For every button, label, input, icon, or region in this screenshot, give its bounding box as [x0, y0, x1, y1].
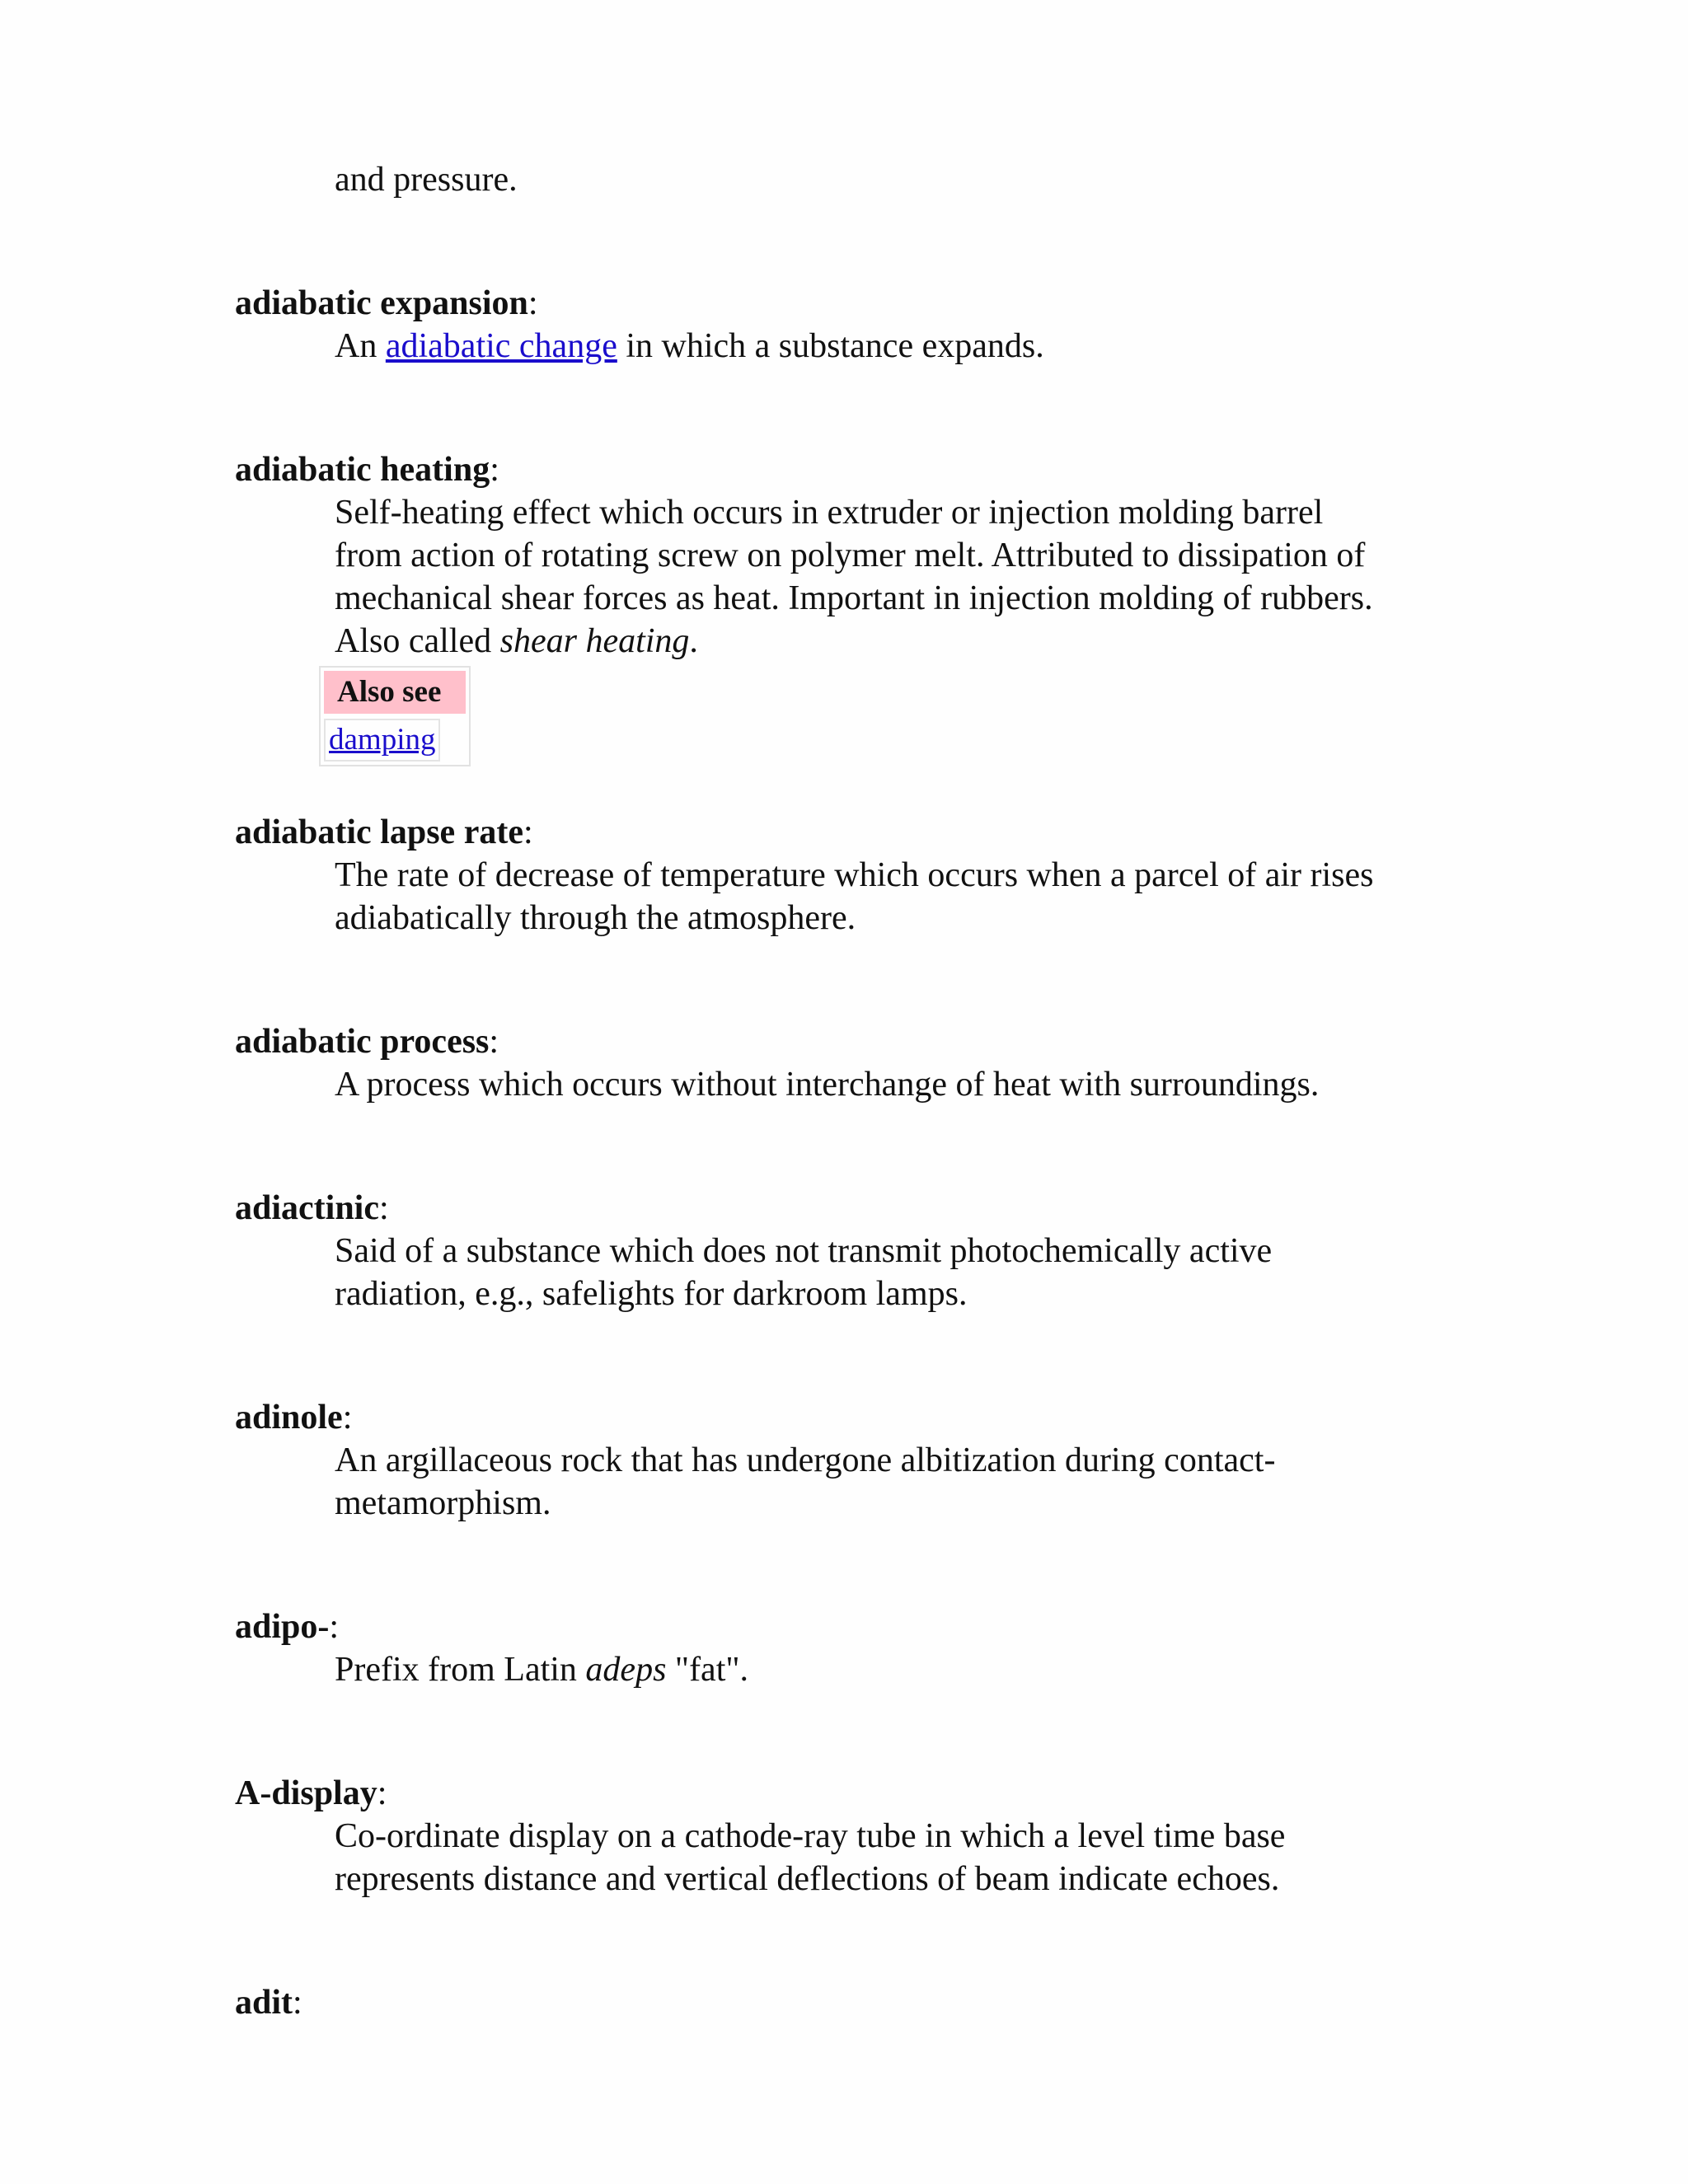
definition-line: An argillaceous rock that has undergone albitization during contact- — [335, 1441, 1276, 1479]
term-name: adiabatic lapse rate — [235, 813, 523, 851]
term-name: A-display — [235, 1774, 377, 1812]
glossary-entry-a-display — [235, 1772, 1471, 1900]
definition-line: metamorphism. — [335, 1484, 551, 1522]
term-name: adinole — [235, 1399, 343, 1436]
definition-suffix: in which a substance expands. — [617, 327, 1044, 365]
term-heading — [235, 811, 1471, 854]
definition-line: from action of rotating screw on polymer melt. Attributed to dissipation of — [335, 537, 1366, 574]
glossary-entry-adinole — [235, 1396, 1471, 1525]
glossary-entry-adiabatic-process — [235, 1020, 1471, 1106]
term-colon: : — [293, 1984, 302, 2022]
glossary-entry-adipo — [235, 1605, 1471, 1691]
definition-italic: adeps — [585, 1651, 667, 1689]
term-colon: : — [528, 284, 538, 322]
term-heading — [235, 1981, 1471, 2024]
definition-prefix: Prefix from Latin — [335, 1651, 586, 1689]
definition-text — [335, 325, 1489, 368]
glossary-entry-adiabatic-expansion — [235, 282, 1471, 368]
term-heading — [235, 1187, 1471, 1230]
damping-link[interactable]: damping — [329, 723, 436, 757]
definition-line: The rate of decrease of temperature which occurs when a parcel of air rises — [335, 856, 1374, 894]
definition-line — [335, 620, 1489, 663]
definition-line: radiation, e.g., safelights for darkroom lamps. — [335, 1275, 968, 1313]
definition-line: Co-ordinate display on a cathode-ray tube in which a level time base — [335, 1817, 1286, 1855]
definition-text — [335, 1648, 1489, 1691]
definition-text: and pressure. — [335, 161, 518, 199]
definition-line: mechanical shear forces as heat. Important in injection molding of rubbers. — [335, 579, 1373, 617]
definition-text — [335, 1063, 1489, 1106]
term-name: adiactinic — [235, 1189, 379, 1227]
definition-text — [335, 1439, 1489, 1525]
term-name: adit — [235, 1984, 293, 2022]
term-colon: : — [379, 1189, 389, 1227]
term-heading — [235, 1020, 1471, 1063]
definition-text — [335, 854, 1489, 940]
term-colon: : — [342, 1399, 353, 1436]
term-colon: : — [490, 451, 499, 489]
glossary-entry-adit — [235, 1981, 1471, 2024]
term-colon: : — [489, 1023, 499, 1061]
term-name: adiabatic expansion — [235, 284, 528, 322]
definition-line: Said of a substance which does not transmit photochemically active — [335, 1232, 1273, 1270]
definition-italic: shear heating — [499, 622, 690, 660]
term-colon: : — [523, 813, 533, 851]
definition-suffix: "fat". — [666, 1651, 749, 1689]
definition-line: represents distance and vertical deflections of beam indicate echoes. — [335, 1860, 1280, 1898]
term-name: adipo- — [235, 1608, 330, 1646]
term-heading — [235, 448, 1471, 491]
definition-line: A process which occurs without interchange of heat with surroundings. — [335, 1066, 1320, 1104]
definition-line: adiabatically through the atmosphere. — [335, 899, 856, 937]
also-see-cell — [324, 719, 440, 762]
glossary-entry-adiabatic-heating — [235, 448, 1471, 766]
definition-suffix: . — [689, 622, 698, 660]
definition-text — [335, 491, 1489, 663]
term-heading — [235, 1396, 1471, 1439]
term-heading — [235, 282, 1471, 325]
term-colon: : — [377, 1774, 387, 1812]
glossary-entry-adiabatic-lapse-rate — [235, 811, 1471, 940]
term-name: adiabatic heating — [235, 451, 490, 489]
also-see-heading: Also see — [324, 671, 466, 714]
also-see-table — [319, 666, 471, 766]
term-heading — [235, 1772, 1471, 1815]
adiabatic-change-link[interactable]: adiabatic change — [385, 327, 617, 365]
term-name: adiabatic process — [235, 1023, 490, 1061]
definition-text — [335, 1815, 1489, 1900]
definition-text — [335, 1230, 1489, 1315]
definition-prefix: Also called — [335, 622, 500, 660]
glossary-entry-continuation — [235, 158, 1471, 201]
definition-line: Self-heating effect which occurs in extruder or injection molding barrel — [335, 494, 1324, 532]
term-colon: : — [329, 1608, 340, 1646]
definition-prefix: An — [335, 327, 386, 365]
glossary-entry-adiactinic — [235, 1187, 1471, 1315]
term-heading — [235, 1605, 1471, 1648]
